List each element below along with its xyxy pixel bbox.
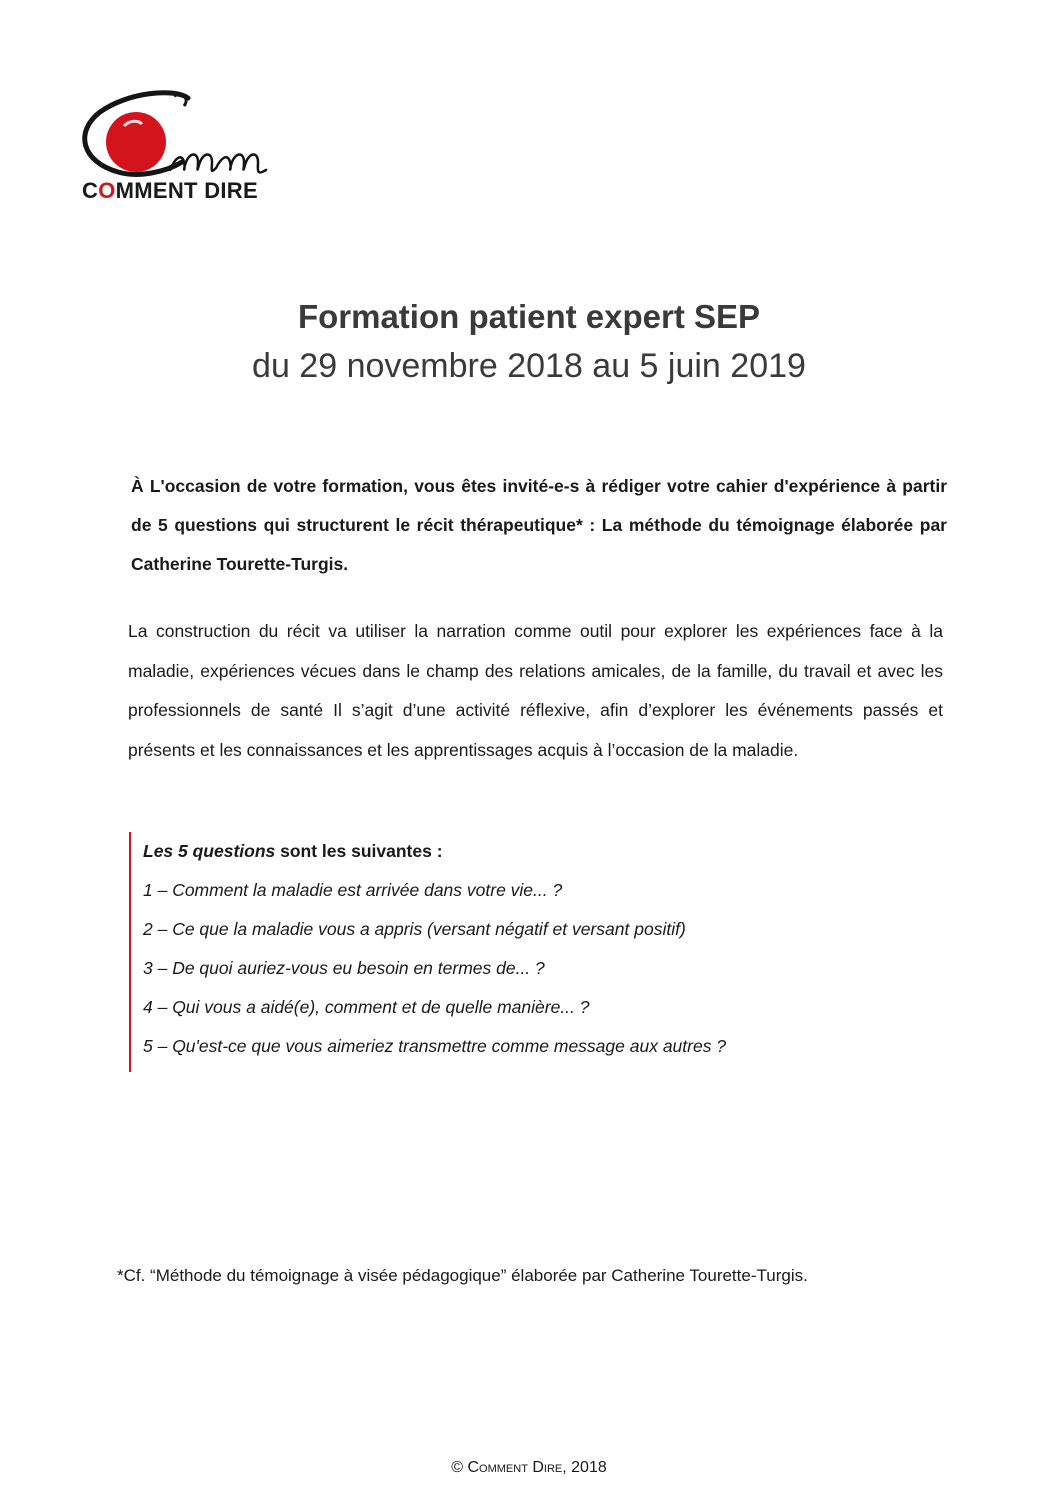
footnote: *Cf. “Méthode du témoignage à visée pédagogique” élaborée par Catherine Tourette-Turgis. <box>117 1266 808 1285</box>
logo-wordmark: COMMENT DIRE <box>82 178 258 203</box>
logo-cm-mark-icon <box>78 90 288 180</box>
page-title: Formation patient expert SEP <box>297 298 761 335</box>
question-item-2: 2 – Ce que la maladie vous a appris (versant négatif et versant positif) <box>143 919 686 939</box>
question-item-3: 3 – De quoi auriez-vous eu besoin en termes de... ? <box>143 958 545 978</box>
question-item-5: 5 – Qu'est-ce que vous aimeriez transmettre comme message aux autres ? <box>143 1036 727 1056</box>
questions-heading: Les 5 questions sont les suivantes : <box>143 841 443 861</box>
page-subtitle: du 29 novembre 2018 au 5 juin 2019 <box>252 347 806 385</box>
questions-block <box>129 832 849 1072</box>
question-item-1: 1 – Comment la maladie est arrivée dans votre vie... ? <box>143 880 563 900</box>
body-paragraph: La construction du récit va utiliser la narration comme outil pour explorer les expériences face à la maladie, expériences vécues dans le champ des relations amicales, de la famille, du travail et avec les professionnels de santé Il s’agit d’une activité réflexive, afin d’explorer les événements passés et présents et les connaissances et les apprentissages acquis à l’occasion de la maladie. <box>128 621 943 760</box>
question-item-4: 4 – Qui vous a aidé(e), comment et de quelle manière... ? <box>143 997 590 1017</box>
intro-paragraph: À L'occasion de votre formation, vous êtes invité-e-s à rédiger votre cahier d'expérience à partir de 5 questions qui structurent le récit thérapeutique* : La méthode du témoignage élaborée par Catherine Tourette-Turgis. <box>131 476 947 574</box>
copyright-footer: © Comment Dire, 2018 <box>451 1459 607 1476</box>
comment-dire-logo <box>78 90 288 215</box>
